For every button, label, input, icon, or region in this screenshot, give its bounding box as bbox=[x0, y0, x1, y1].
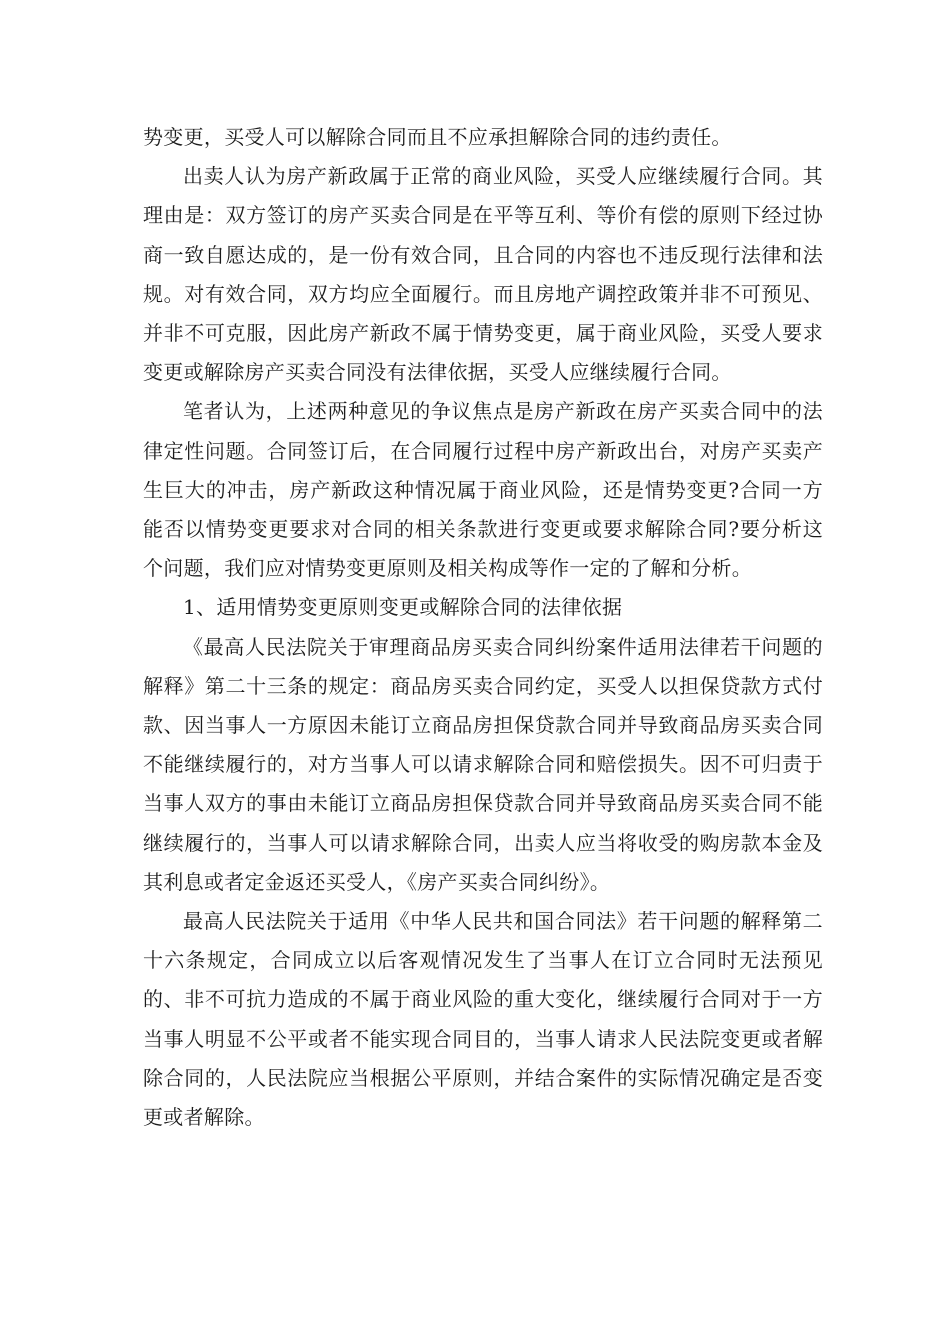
paragraph-article-23: 《最高人民法院关于审理商品房买卖合同纠纷案件适用法律若干问题的解释》第二十三条的规定：商品房买卖合同约定，买受人以担保贷款方式付款、因当事人一方原因未能订立商品房担保贷款合同并导致商品房买卖合同不能继续履行的，对方当事人可以请求解除合同和赔偿损失。因不可归责于当事人双方的事由未能订立商品房担保贷款合同并导致商品房买卖合同不能继续履行的，当事人可以请求解除合同，出卖人应当将收受的购房款本金及其利息或者定金返还买受人，《房产买卖合同纠纷》。 bbox=[143, 634, 823, 894]
document-page bbox=[143, 118, 823, 1137]
paragraph-seller-view: 出卖人认为房产新政属于正常的商业风险，买受人应继续履行合同。其理由是：双方签订的房产买卖合同是在平等互利、等价有偿的原则下经过协商一致自愿达成的，是一份有效合同，且合同的内容也不违反现行法律和法规。对有效合同，双方均应全面履行。而且房地产调控政策并非不可预见、并非不可克服，因此房产新政不属于情势变更，属于商业风险，买受人要求变更或解除房产买卖合同没有法律依据，买受人应继续履行合同。 bbox=[143, 164, 823, 385]
paragraph-continuation: 势变更，买受人可以解除合同而且不应承担解除合同的违约责任。 bbox=[143, 125, 732, 149]
paragraph-article-26: 最高人民法院关于适用《中华人民共和国合同法》若干问题的解释第二十六条规定，合同成立以后客观情况发生了当事人在订立合同时无法预见的、非不可抗力造成的不属于商业风险的重大变化，继续履行合同对于一方当事人明显不公平或者不能实现合同目的，当事人请求人民法院变更或者解除合同的，人民法院应当根据公平原则，并结合案件的实际情况确定是否变更或者解除。 bbox=[143, 909, 823, 1130]
paragraph-author-view: 笔者认为，上述两种意见的争议焦点是房产新政在房产买卖合同中的法律定性问题。合同签订后，在合同履行过程中房产新政出台，对房产买卖产生巨大的冲击，房产新政这种情况属于商业风险，还是情势变更?合同一方能否以情势变更要求对合同的相关条款进行变更或要求解除合同?要分析这个问题，我们应对情势变更原则及相关构成等作一定的了解和分析。 bbox=[143, 399, 823, 581]
section-heading-legal-basis: 1、适用情势变更原则变更或解除合同的法律依据 bbox=[183, 595, 623, 620]
